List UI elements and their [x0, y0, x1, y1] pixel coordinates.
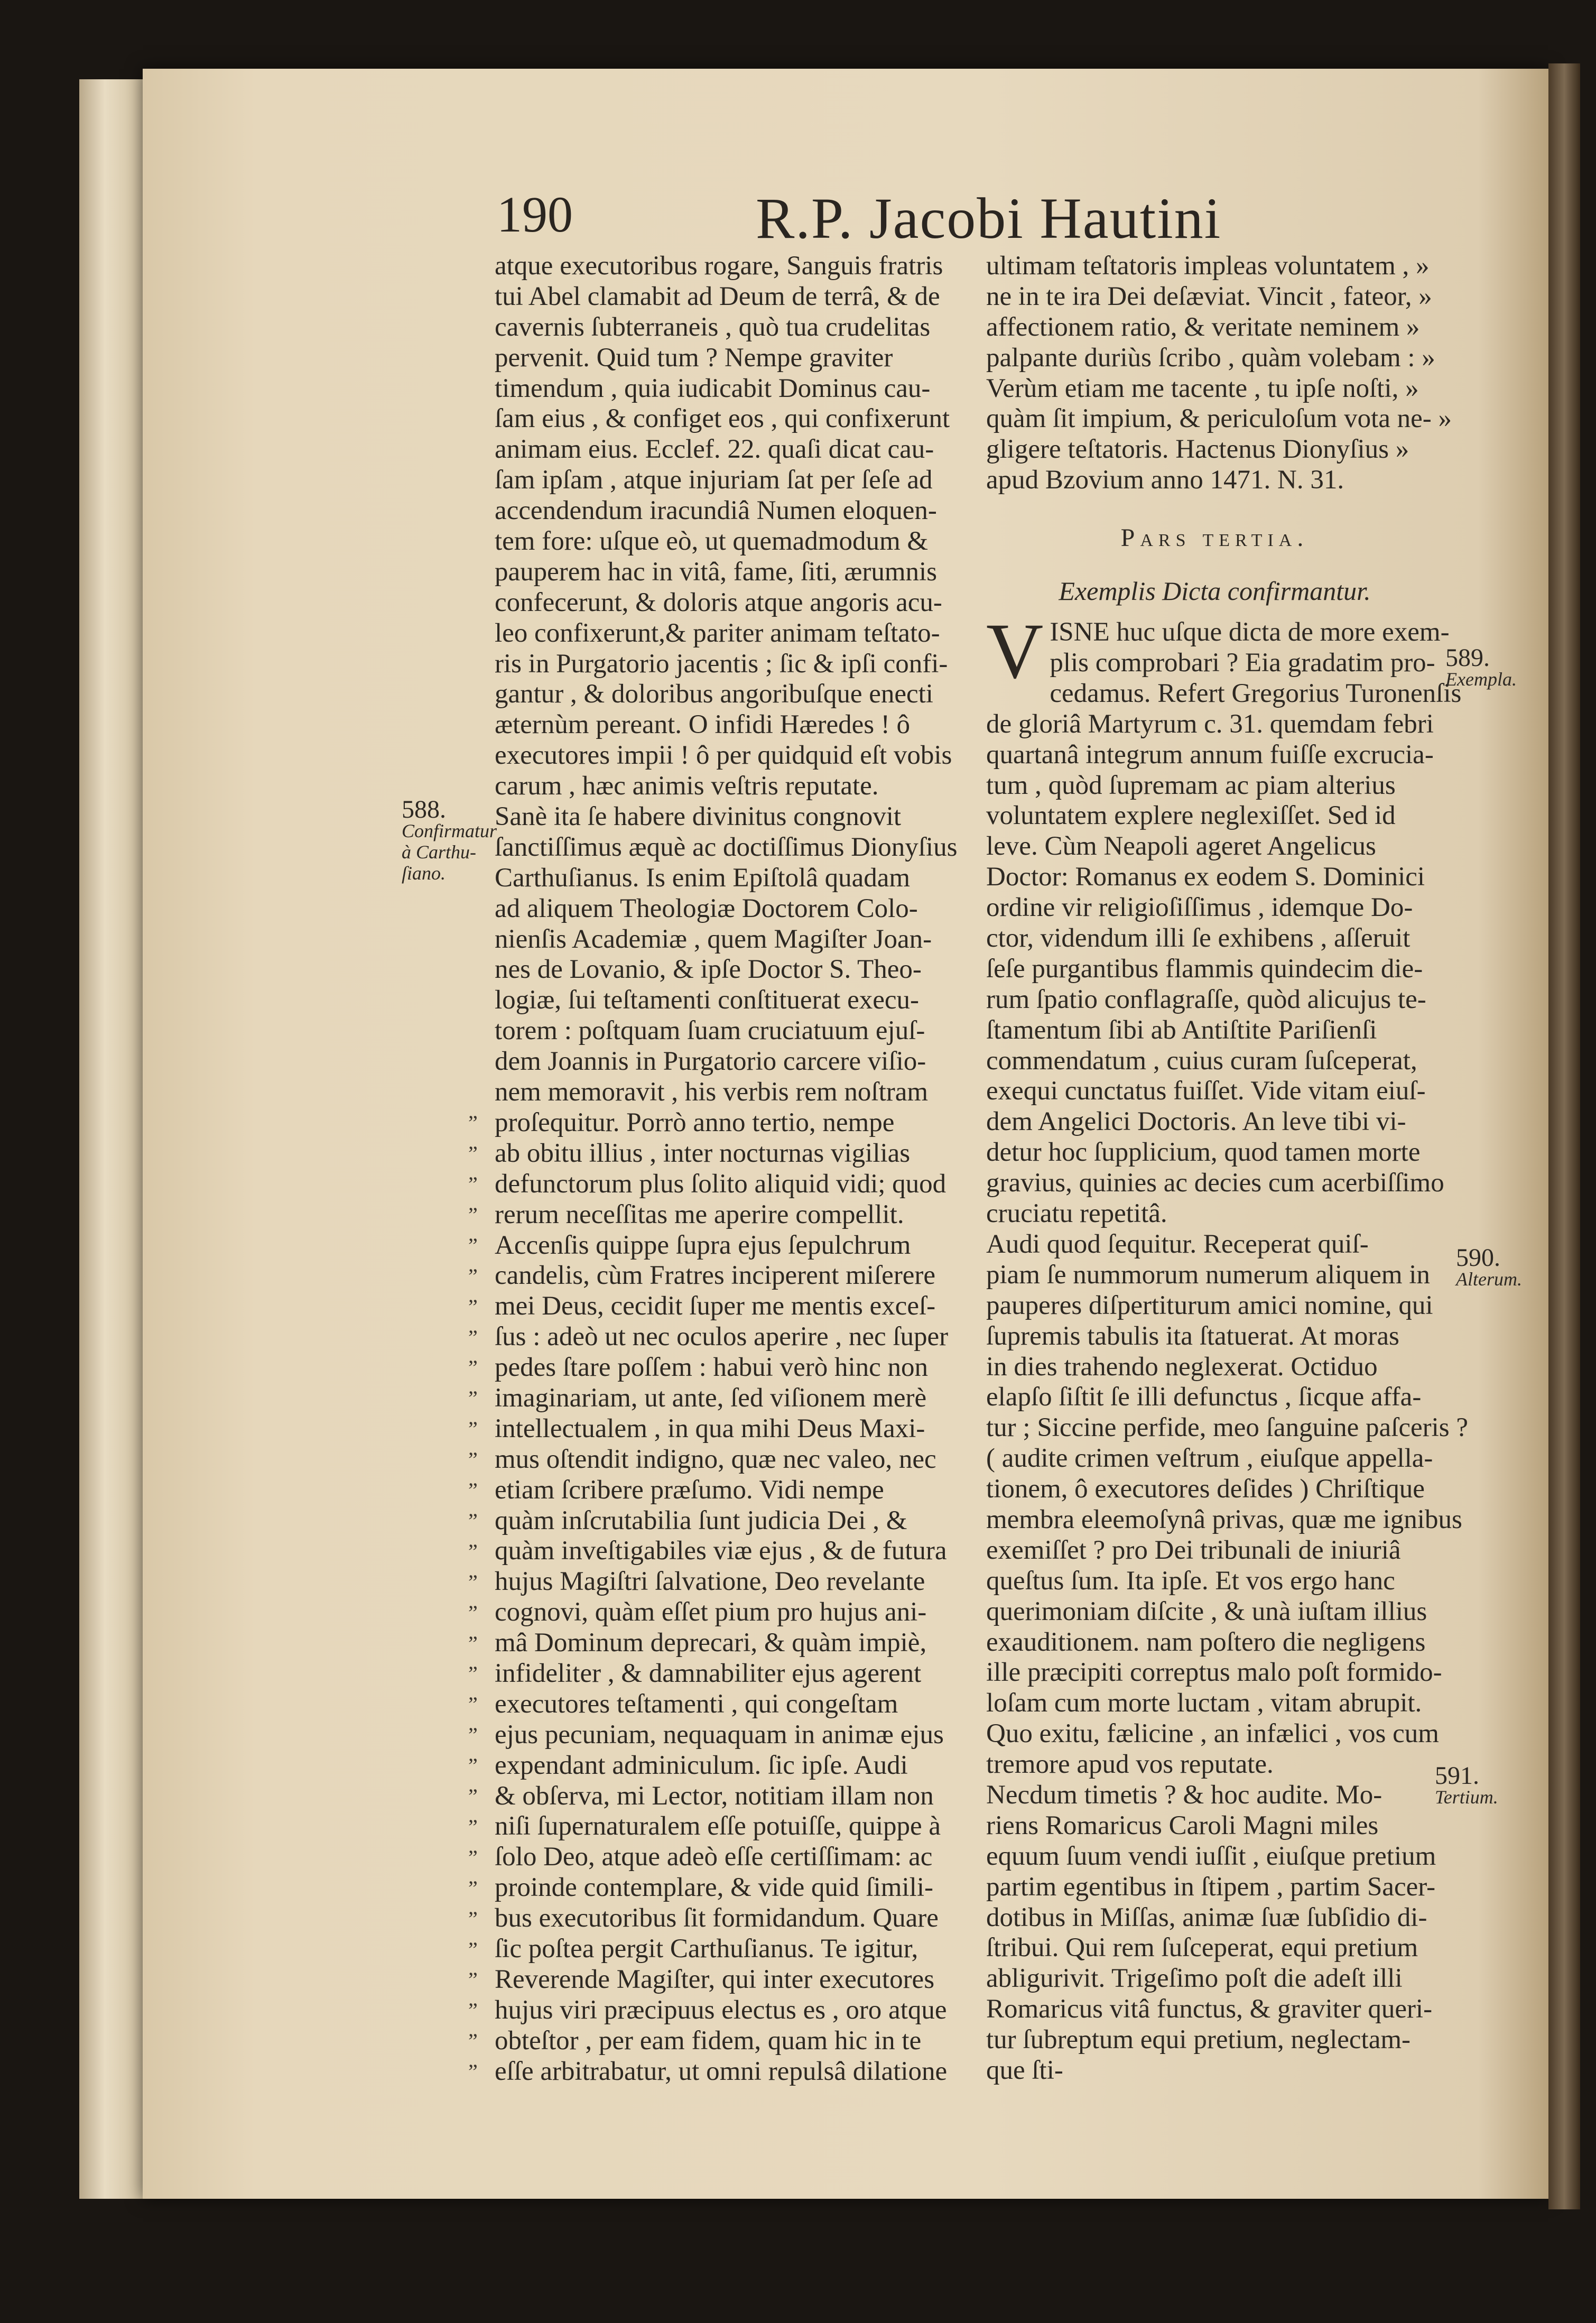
- text-line: Accenſis quippe ſupra ejus ſepulchrum: [495, 1230, 911, 1260]
- text-line: expendant adminiculum. ſic ipſe. Audi: [495, 1750, 908, 1780]
- quote-mark-glyph: ”: [468, 1754, 478, 1778]
- margin-note-number: 588.: [402, 795, 446, 823]
- text-line: affectionem ratio, & veritate neminem »: [986, 312, 1420, 342]
- quote-mark-glyph: ”: [468, 1111, 478, 1135]
- text-line: Sanè ita ſe habere divinitus congnovit: [495, 802, 902, 832]
- text-line: ad aliquem Theologiæ Doctorem Colo-: [495, 893, 918, 923]
- text-line: mei Deus, cecidit ſuper me mentis exceſ-: [495, 1291, 936, 1321]
- text-line: voluntatem explere neglexiſſet. Sed id: [986, 801, 1396, 831]
- text-line: intellectualem , in qua mihi Deus Maxi-: [495, 1413, 925, 1443]
- text-line: ſam ipſam , atque injuriam ſat per ſeſe ad: [495, 465, 933, 495]
- text-line: nem memoravit , his verbis rem noſtram: [495, 1077, 929, 1107]
- text-line: tur ; Siccine perfide, meo ſanguine paſceris ?: [986, 1413, 1468, 1443]
- quote-mark-glyph: ”: [468, 1417, 478, 1441]
- text-line: tur ſubreptum equi pretium, neglectam-: [986, 2025, 1411, 2055]
- quote-mark-glyph: ”: [468, 1906, 478, 1931]
- text-line: ejus pecuniam, nequaquam in animæ ejus: [495, 1719, 944, 1750]
- text-line: querimoniam diſcite , & unà iuſtam illius: [986, 1596, 1427, 1626]
- text-line: atque executoribus rogare, Sanguis fratris: [495, 251, 943, 281]
- text-line: ille præcipiti correptus malo poſt formido-: [986, 1658, 1442, 1688]
- book-spine: [1548, 63, 1580, 2209]
- text-line: nienſis Academiæ , quem Magiſter Joan-: [495, 924, 932, 954]
- running-title: R.P. Jacobi Hautini: [756, 186, 1222, 251]
- section-subtitle: Exemplis Dicta confirmantur.: [1059, 576, 1371, 606]
- text-line: elapſo ſiſtit ſe illi defunctus , ſicque affa-: [986, 1382, 1422, 1412]
- book-fore-edge: [79, 79, 143, 2199]
- text-line: imaginariam, ut ante, ſed viſionem merè: [495, 1383, 927, 1413]
- quote-mark-glyph: ”: [468, 1478, 478, 1502]
- text-line: tum , quòd ſupremam ac piam alterius: [986, 770, 1396, 800]
- text-line: ne in te ira Dei deſæviat. Vincit , fateor, »: [986, 281, 1432, 311]
- text-line: detur hoc ſupplicium, quod tamen morte: [986, 1137, 1421, 1168]
- page-number: 190: [497, 186, 573, 243]
- text-line: proſequitur. Porrò anno tertio, nempe: [495, 1107, 895, 1137]
- text-line: ſeſe purgantibus flammis quindecim die-: [986, 954, 1423, 984]
- quote-mark-glyph: ”: [468, 1142, 478, 1166]
- text-line: hujus Magiſtri ſalvatione, Deo revelante: [495, 1567, 925, 1597]
- text-line: Necdum timetis ? & hoc audite. Mo-: [986, 1780, 1382, 1810]
- text-line: Verùm etiam me tacente , tu ipſe noſti, »: [986, 373, 1419, 403]
- right-column-top-text: [986, 251, 1452, 496]
- quote-mark-glyph: ”: [468, 1998, 478, 2023]
- section-heading: Pars tertia.: [1120, 524, 1309, 552]
- text-line: cognovi, quàm eſſet pium pro hujus ani-: [495, 1597, 927, 1627]
- text-line: palpante duriùs ſcribo , quàm volebam : »: [986, 343, 1435, 373]
- text-line: ſanctiſſimus æquè ac doctiſſimus Dionyſius: [495, 832, 958, 862]
- text-line: ſtribui. Qui rem ſuſceperat, equi pretium: [986, 1933, 1418, 1963]
- text-line: cedamus. Refert Gregorius Turonenſis: [1050, 678, 1462, 708]
- text-line: tremore apud vos reputate.: [986, 1750, 1274, 1780]
- text-line: riens Romaricus Caroli Magni miles: [986, 1810, 1379, 1840]
- quote-mark-glyph: ”: [468, 1172, 478, 1196]
- text-line: niſi ſupernaturalem eſſe potuiſſe, quippe à: [495, 1811, 941, 1841]
- text-line: loſam cum morte luctam , vitam abrupit.: [986, 1688, 1422, 1718]
- text-line: ris in Purgatorio jacentis ; ſic & ipſi confi-: [495, 649, 948, 679]
- text-line: leve. Cùm Neapoli ageret Angelicus: [986, 831, 1376, 862]
- text-line: obteſtor , per eam fidem, quam hic in te: [495, 2025, 922, 2056]
- text-line: Quo exitu, fælicine , an infælici , vos cum: [986, 1719, 1439, 1749]
- text-line: nes de Lovanio, & ipſe Doctor S. Theo-: [495, 955, 922, 985]
- text-line: mâ Dominum deprecari, & quàm impiè,: [495, 1628, 927, 1658]
- quote-mark-glyph: ”: [468, 2060, 478, 2084]
- text-line: quartanâ integrum annum fuiſſe excrucia-: [986, 739, 1434, 770]
- text-line: Audi quod ſequitur. Receperat quiſ-: [986, 1229, 1369, 1259]
- text-line: partim egentibus in ſtipem , partim Sacer-: [986, 1872, 1436, 1902]
- text-line: ( audite crimen veſtrum , eiuſque appella-: [986, 1443, 1433, 1474]
- text-line: quàm inſcrutabilia ſunt judicia Dei , &: [495, 1505, 907, 1535]
- quote-mark-glyph: ”: [468, 1845, 478, 1869]
- text-line: ordine vir religioſiſſimus , idemque Do-: [986, 893, 1413, 923]
- text-line: ſupremis tabulis ita ſtatuerat. At moras: [986, 1321, 1399, 1351]
- margin-note-number: 591.: [1435, 1762, 1479, 1790]
- text-line: que ſti-: [986, 2055, 1063, 2085]
- quote-mark-glyph: ”: [468, 1937, 478, 1961]
- text-line: cruciatu repetitâ.: [986, 1199, 1167, 1229]
- drop-cap: V: [986, 607, 1044, 696]
- text-line: timendum , quia iudicabit Dominus cau-: [495, 373, 931, 403]
- right-margin-note-590: [1456, 1244, 1522, 1290]
- text-line: gligere teſtatoris. Hactenus Dionyſius »: [986, 434, 1409, 465]
- text-line: gravius, quinies ac decies cum acerbiſſimo: [986, 1168, 1444, 1198]
- text-line: exequi cunctatus fuiſſet. Vide vitam eiuſ-: [986, 1076, 1426, 1106]
- text-line: proinde contemplare, & vide quid ſimili-: [495, 1873, 933, 1903]
- text-line: de gloriâ Martyrum c. 31. quemdam febri: [986, 709, 1434, 739]
- quote-mark-glyph: ”: [468, 1539, 478, 1563]
- margin-note-number: 590.: [1456, 1244, 1500, 1272]
- margin-note-line: Confirmatur: [402, 820, 497, 841]
- text-line: executores teſtamenti , qui congeſtam: [495, 1689, 898, 1719]
- text-line: ab obitu illius , inter nocturnas vigilias: [495, 1138, 911, 1168]
- quote-mark-glyph: ”: [468, 1386, 478, 1411]
- text-line: exauditionem. nam poſtero die negligens: [986, 1627, 1426, 1657]
- margin-note-label: Exempla.: [1445, 669, 1517, 690]
- text-line: cavernis ſubterraneis , quò tua crudelitas: [495, 312, 931, 342]
- text-line: Reverende Magiſter, qui inter executores: [495, 1964, 935, 1994]
- quote-mark-glyph: ”: [468, 1325, 478, 1349]
- text-line: candelis, cùm Fratres inciperent miſerere: [495, 1261, 936, 1291]
- quote-mark-glyph: ”: [468, 1876, 478, 1900]
- margin-note-line: à Carthu-: [402, 841, 477, 863]
- text-line: rerum neceſſitas me aperire compellit.: [495, 1199, 904, 1229]
- text-line: Doctor: Romanus ex eodem S. Dominici: [986, 862, 1425, 892]
- text-line: defunctorum plus ſolito aliquid vidi; quod: [495, 1169, 947, 1199]
- text-line: bus executoribus ſit formidandum. Quare: [495, 1903, 939, 1933]
- text-line: ctor, videndum illi ſe exhibens , aſſeruit: [986, 923, 1411, 954]
- quote-mark-glyph: ”: [468, 1815, 478, 1839]
- quote-mark-glyph: ”: [468, 1600, 478, 1625]
- text-line: etiam ſcribere præſumo. Vidi nempe: [495, 1475, 884, 1505]
- quote-mark-glyph: ”: [468, 1264, 478, 1288]
- text-line: torem : poſtquam ſuam cruciatuum ejuſ-: [495, 1016, 925, 1046]
- text-line: rum ſpatio conflagraſſe, quòd alicujus te-: [986, 984, 1426, 1014]
- quote-mark-glyph: ”: [468, 1662, 478, 1686]
- text-line: pauperem hac in vitâ, fame, ſiti, ærumnis: [495, 557, 938, 587]
- margin-note-label: Tertium.: [1435, 1787, 1498, 1808]
- left-margin-note: [402, 795, 497, 884]
- quote-mark-glyph: ”: [468, 1448, 478, 1472]
- text-line: eſſe arbitrabatur, ut omni repulsâ dilatione: [495, 2056, 948, 2086]
- text-line: æternùm pereant. O infidi Hæredes ! ô: [495, 710, 911, 740]
- text-line: quàm inveſtigabiles viæ ejus , & de futura: [495, 1536, 947, 1566]
- margin-note-line: ſiano.: [402, 863, 446, 884]
- text-line: dotibus in Miſſas, animæ ſuæ ſubſidio di-: [986, 1902, 1427, 1932]
- text-line: apud Bzovium anno 1471. N. 31.: [986, 465, 1344, 495]
- left-text-column: [468, 251, 960, 2087]
- text-line: mus oſtendit indigno, quæ nec valeo, nec: [495, 1444, 936, 1474]
- text-line: dem Joannis in Purgatorio carcere viſio-: [495, 1047, 926, 1077]
- right-margin-note-589: [1445, 644, 1517, 690]
- text-line: pedes ſtare poſſem : habui verò hinc non: [495, 1353, 929, 1383]
- text-line: accendendum iracundiâ Numen eloquen-: [495, 496, 937, 526]
- quote-mark-glyph: ”: [468, 2029, 478, 2053]
- text-line: exemiſſet ? pro Dei tribunali de iniuriâ: [986, 1535, 1401, 1565]
- quote-mark-glyph: ”: [468, 1631, 478, 1655]
- text-line: gantur , & doloribus angoribuſque enecti: [495, 679, 933, 709]
- quote-mark-glyph: ”: [468, 1723, 478, 1747]
- text-line: carum , hæc animis veſtris reputate.: [495, 771, 879, 801]
- text-line: ſolo Deo, atque adeò eſſe certiſſimam: ac: [495, 1842, 933, 1872]
- text-line: plis comprobari ? Eia gradatim pro-: [1050, 648, 1435, 678]
- text-line: equum ſuum vendi iuſſit , eiuſque pretium: [986, 1841, 1436, 1871]
- text-line: tem fore: uſque eò, ut quemadmodum &: [495, 526, 929, 557]
- text-line: ſic poſtea pergit Carthuſianus. Te igitur,: [495, 1933, 918, 1964]
- text-line: piam ſe nummorum numerum aliquem in: [986, 1260, 1430, 1290]
- quote-mark-glyph: ”: [468, 1202, 478, 1227]
- text-line: leo confixerunt,& pariter animam teſtato-: [495, 618, 940, 648]
- quote-mark-glyph: ”: [468, 1968, 478, 1992]
- text-line: ſus : adeò ut nec oculos aperire , nec ſuper: [495, 1322, 949, 1352]
- text-line: ISNE huc uſque dicta de more exem-: [1050, 617, 1450, 647]
- quote-mark-glyph: ”: [468, 1294, 478, 1319]
- text-line: queſtus ſum. Ita ipſe. Et vos ergo hanc: [986, 1566, 1395, 1596]
- text-line: logiæ, ſui teſtamenti conſtituerat execu-: [495, 985, 920, 1015]
- text-line: hujus viri præcipuus electus es , oro atque: [495, 1995, 947, 2025]
- quote-mark-glyph: ”: [468, 1692, 478, 1717]
- quote-mark-glyph: ”: [468, 1233, 478, 1257]
- right-margin-note-591: [1435, 1762, 1509, 1808]
- quote-mark-glyph: ”: [468, 1356, 478, 1380]
- text-line: executores impii ! ô per quidquid eſt vobis: [495, 741, 952, 771]
- text-line: animam eius. Ecclef. 22. quaſi dicat cau-: [495, 434, 934, 465]
- text-line: ſtamentum ſibi ab Antiſtite Pariſienſi: [986, 1015, 1377, 1045]
- text-line: tionem, ô executores deſides ) Chriſtique: [986, 1474, 1425, 1504]
- text-line: ultimam teſtatoris impleas voluntatem , »: [986, 251, 1430, 281]
- text-line: infideliter , & damnabiliter ejus agerent: [495, 1658, 922, 1688]
- text-line: quàm ſit impium, & periculoſum vota ne- »: [986, 404, 1452, 434]
- text-line: Carthuſianus. Is enim Epiſtolâ quadam: [495, 863, 911, 893]
- margin-note-label: Alterum.: [1456, 1269, 1522, 1290]
- text-line: membra eleemoſynâ privas, quæ me ignibus: [986, 1504, 1462, 1534]
- text-line: in dies trahendo neglexerat. Octiduo: [986, 1352, 1378, 1382]
- text-line: & obſerva, mi Lector, notitiam illam non: [495, 1781, 934, 1811]
- text-line: commendatum , cuius curam ſuſceperat,: [986, 1045, 1417, 1076]
- quote-mark-glyph: ”: [468, 1508, 478, 1533]
- text-line: dem Angelici Doctoris. An leve tibi vi-: [986, 1107, 1406, 1137]
- text-line: Romaricus vitâ functus, & graviter queri-: [986, 1994, 1433, 2024]
- text-line: tui Abel clamabit ad Deum de terrâ, & de: [495, 281, 940, 311]
- text-line: pauperes diſpertiturum amici nomine, qui: [986, 1290, 1433, 1320]
- text-line: abligurivit. Trigeſimo poſt die adeſt illi: [986, 1964, 1403, 1994]
- quote-mark-glyph: ”: [468, 1784, 478, 1808]
- text-line: ſam eius , & configet eos , qui confixerunt: [495, 404, 950, 434]
- text-line: pervenit. Quid tum ? Nempe graviter: [495, 343, 893, 373]
- margin-note-number: 589.: [1445, 644, 1490, 672]
- quote-mark-glyph: ”: [468, 1570, 478, 1594]
- text-line: confecerunt, & doloris atque angoris acu-: [495, 587, 942, 617]
